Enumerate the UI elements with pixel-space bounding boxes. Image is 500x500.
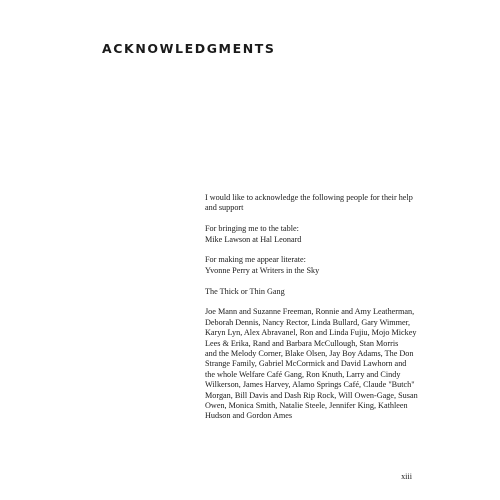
text-line: Strange Family, Gabriel McCormick and David Lawhorn and — [205, 359, 407, 369]
text-line: and support — [205, 203, 244, 213]
text-line: Lees & Erika, Rand and Barbara McCullough, Stan Morris — [205, 338, 399, 348]
credit-name: Mike Lawson at Hal Leonard — [205, 234, 302, 244]
text-line: Hudson and Gordon Ames — [205, 411, 293, 421]
acknowledgments-body — [205, 193, 418, 422]
text-line: Karyn Lyn, Alex Abravanel, Ron and Linda Fujiu, Mojo Mickey — [205, 328, 417, 338]
text-line: Owen, Monica Smith, Natalie Steele, Jennifer King, Kathleen — [205, 401, 408, 411]
intro-paragraph — [205, 193, 413, 214]
table-credit-paragraph — [205, 224, 410, 245]
page-title: ACKNOWLEDGMENTS — [102, 41, 276, 56]
credit-name: Yvonne Perry at Writers in the Sky — [205, 265, 320, 275]
text-line: Deborah Dennis, Nancy Rector, Linda Bullard, Gary Wimmer, — [205, 317, 411, 327]
page-number: xiii — [401, 472, 412, 481]
text-line: Wilkerson, James Harvey, Alamo Springs Café, Claude "Butch" — [205, 380, 415, 390]
credit-label: For bringing me to the table: — [205, 224, 299, 234]
text-line: and the Melody Corner, Blake Olsen, Jay Boy Adams, The Don — [205, 349, 414, 359]
gang-title — [205, 287, 410, 297]
text-line: I would like to acknowledge the following people for their help — [205, 193, 413, 202]
gang-names-paragraph — [205, 307, 418, 421]
text-line: Joe Mann and Suzanne Freeman, Ronnie and Amy Leatherman, — [205, 307, 415, 317]
text-line: the whole Welfare Café Gang, Ron Knuth, Larry and Cindy — [205, 369, 401, 379]
gang-title-text: The Thick or Thin Gang — [205, 286, 285, 296]
text-line: Morgan, Bill Davis and Dash Rip Rock, Will Owen-Gage, Susan — [205, 390, 418, 400]
credit-label: For making me appear literate: — [205, 255, 306, 265]
literate-credit-paragraph — [205, 255, 410, 276]
